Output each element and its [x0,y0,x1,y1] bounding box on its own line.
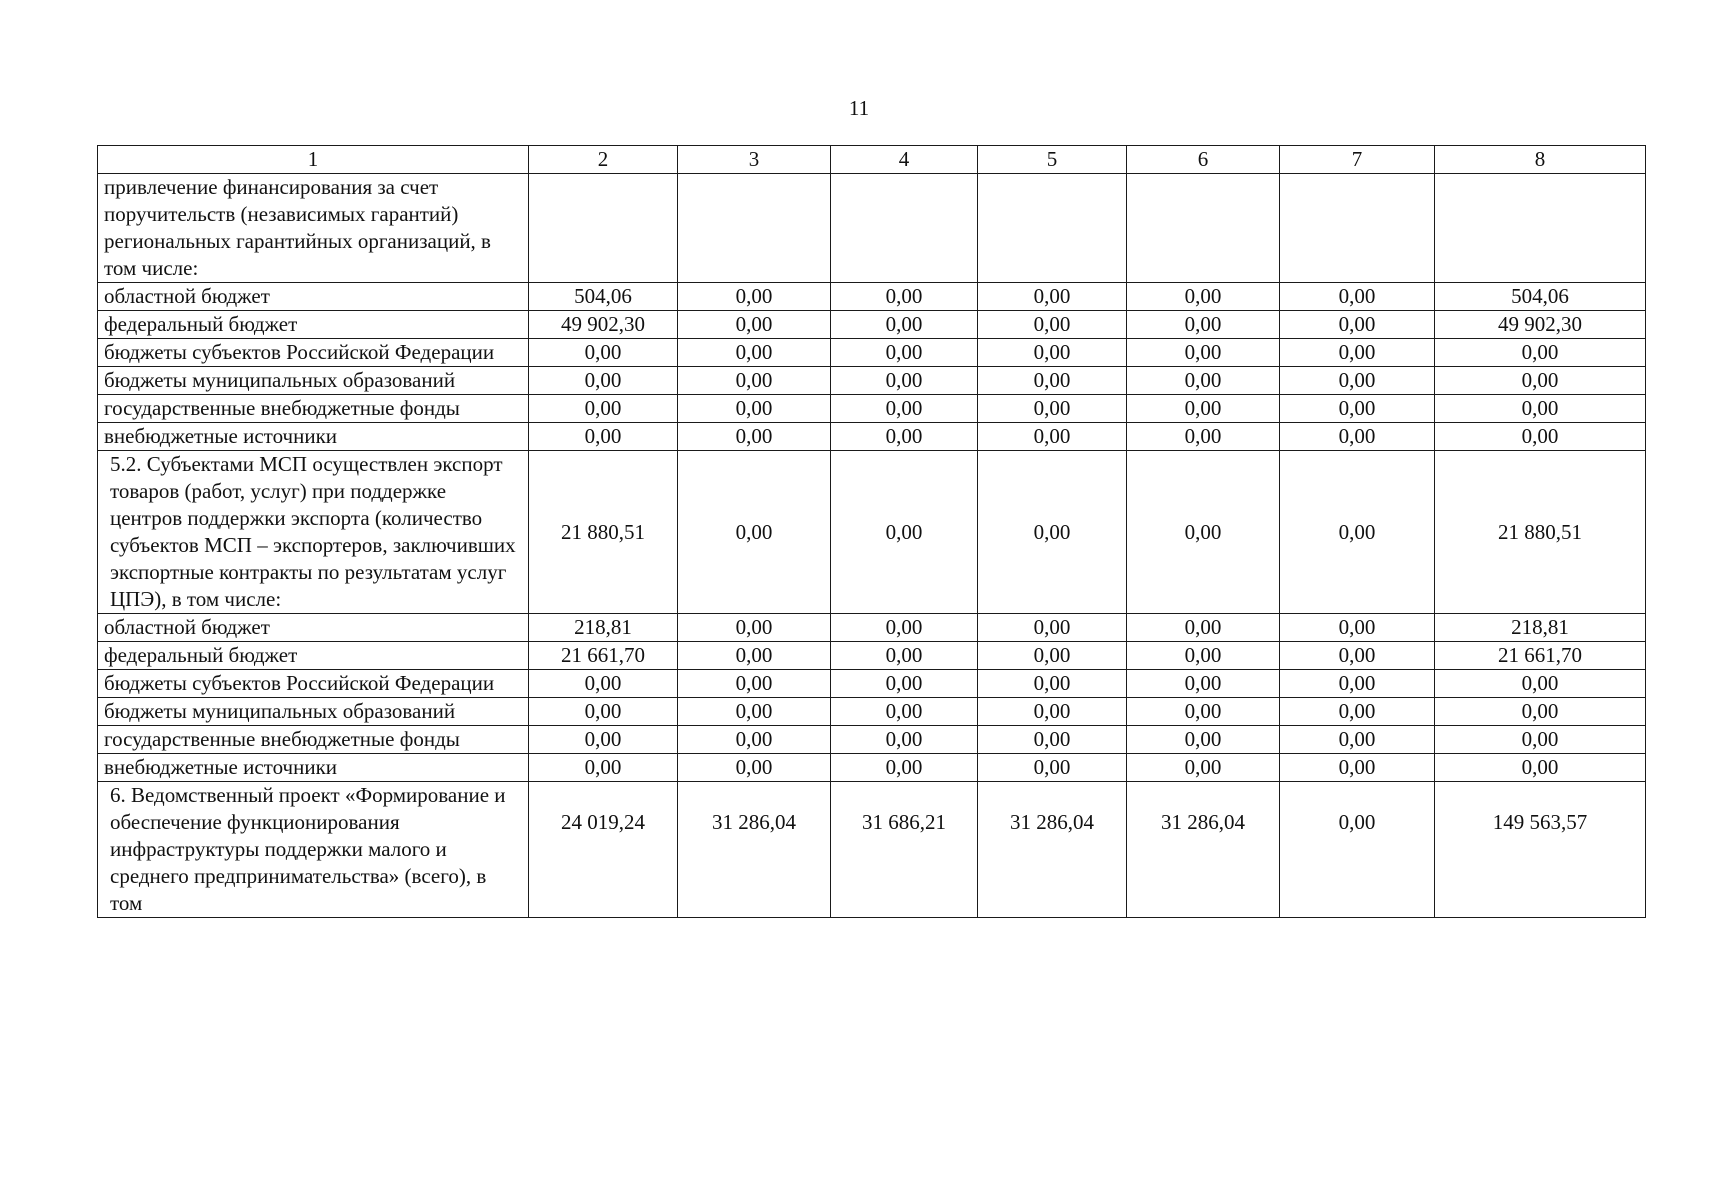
table-row [98,451,1646,614]
value-cell: 0,00 [831,698,978,726]
value-cell: 0,00 [678,698,831,726]
value-cell: 0,00 [678,311,831,339]
value-cell: 0,00 [1280,670,1435,698]
value-cell: 0,00 [831,283,978,311]
value-cell: 0,00 [978,283,1127,311]
value-cell: 0,00 [1280,423,1435,451]
value-cell: 0,00 [978,395,1127,423]
value-cell: 0,00 [978,642,1127,670]
column-header: 6 [1127,146,1280,174]
value-cell: 0,00 [1280,642,1435,670]
value-cell: 0,00 [1127,726,1280,754]
table-row [98,782,1646,918]
value-cell: 21 661,70 [1435,642,1646,670]
value-cell: 0,00 [1280,283,1435,311]
value-cell: 0,00 [1127,614,1280,642]
value-cell: 0,00 [1127,423,1280,451]
value-cell: 149 563,57 [1435,782,1646,918]
value-cell: 0,00 [1280,698,1435,726]
value-cell: 0,00 [978,698,1127,726]
row-label: бюджеты муниципальных образований [98,367,529,395]
table-row [98,174,1646,283]
value-cell: 0,00 [831,754,978,782]
value-cell: 0,00 [678,726,831,754]
value-cell: 504,06 [529,283,678,311]
value-cell: 31 286,04 [678,782,831,918]
table-row [98,726,1646,754]
value-cell: 218,81 [1435,614,1646,642]
row-label: бюджеты субъектов Российской Федерации [98,339,529,367]
value-cell: 0,00 [1280,339,1435,367]
value-cell: 0,00 [1280,614,1435,642]
row-label: 5.2. Субъектами МСП осуществлен экспорт товаров (работ, услуг) при поддержке центров поддержки экспорта (количество субъектов МСП – экспортеров, заключивших экспортные контракты по результатам услуг ЦПЭ), в том числе: [98,451,529,614]
value-cell: 0,00 [1435,754,1646,782]
value-cell: 0,00 [978,367,1127,395]
table-row [98,283,1646,311]
row-label: федеральный бюджет [98,311,529,339]
value-cell: 504,06 [1435,283,1646,311]
table-row [98,423,1646,451]
table-row [98,367,1646,395]
value-cell: 0,00 [1127,451,1280,614]
value-cell: 24 019,24 [529,782,678,918]
value-cell: 0,00 [1435,367,1646,395]
value-cell: 0,00 [529,726,678,754]
value-cell: 21 880,51 [1435,451,1646,614]
table-row [98,395,1646,423]
value-cell: 0,00 [1127,367,1280,395]
column-header: 7 [1280,146,1435,174]
table-row [98,339,1646,367]
value-cell: 0,00 [978,614,1127,642]
value-cell: 0,00 [1280,451,1435,614]
value-cell: 0,00 [529,670,678,698]
value-cell [678,174,831,283]
column-header: 3 [678,146,831,174]
value-cell: 0,00 [1280,782,1435,918]
value-cell: 0,00 [1435,726,1646,754]
value-cell: 0,00 [1435,395,1646,423]
row-label: внебюджетные источники [98,754,529,782]
value-cell [978,174,1127,283]
value-cell: 0,00 [678,395,831,423]
value-cell: 0,00 [978,311,1127,339]
value-cell [1435,174,1646,283]
value-cell: 31 286,04 [1127,782,1280,918]
column-header: 5 [978,146,1127,174]
column-header: 2 [529,146,678,174]
value-cell: 31 286,04 [978,782,1127,918]
value-cell: 0,00 [831,339,978,367]
row-label: 6. Ведомственный проект «Формирование и обеспечение функционирования инфраструктуры поддержки малого и среднего предпринимательства» (всего), в том [98,782,529,918]
value-cell: 0,00 [831,451,978,614]
row-label: областной бюджет [98,614,529,642]
value-cell: 0,00 [978,670,1127,698]
value-cell: 0,00 [1127,698,1280,726]
value-cell: 0,00 [678,423,831,451]
value-cell: 0,00 [1127,311,1280,339]
value-cell: 49 902,30 [1435,311,1646,339]
value-cell: 0,00 [529,367,678,395]
value-cell: 0,00 [678,614,831,642]
value-cell: 0,00 [1127,395,1280,423]
row-label: внебюджетные источники [98,423,529,451]
value-cell: 0,00 [978,451,1127,614]
row-label: государственные внебюджетные фонды [98,395,529,423]
value-cell: 0,00 [678,754,831,782]
table-row [98,614,1646,642]
value-cell: 0,00 [1435,670,1646,698]
value-cell: 21 661,70 [529,642,678,670]
value-cell: 0,00 [1127,642,1280,670]
value-cell: 0,00 [978,423,1127,451]
value-cell: 0,00 [529,423,678,451]
value-cell: 0,00 [1435,423,1646,451]
row-label: федеральный бюджет [98,642,529,670]
row-label: государственные внебюджетные фонды [98,726,529,754]
value-cell: 0,00 [1435,339,1646,367]
row-label: привлечение финансирования за счет поручительств (независимых гарантий) региональных гарантийных организаций, в том числе: [98,174,529,283]
value-cell: 0,00 [678,642,831,670]
value-cell: 0,00 [1127,754,1280,782]
value-cell: 0,00 [831,726,978,754]
value-cell [529,174,678,283]
value-cell: 0,00 [831,311,978,339]
value-cell: 0,00 [529,395,678,423]
table-row [98,642,1646,670]
value-cell: 0,00 [1435,698,1646,726]
table-row [98,754,1646,782]
table-header-row [98,146,1646,174]
row-label: бюджеты муниципальных образований [98,698,529,726]
value-cell: 0,00 [529,754,678,782]
value-cell: 0,00 [978,339,1127,367]
value-cell: 0,00 [831,395,978,423]
value-cell: 0,00 [831,367,978,395]
table-row [98,311,1646,339]
value-cell: 0,00 [831,423,978,451]
page-number: 11 [848,96,870,120]
value-cell: 0,00 [1280,395,1435,423]
value-cell: 0,00 [831,614,978,642]
value-cell: 0,00 [678,339,831,367]
value-cell: 0,00 [678,283,831,311]
table-row [98,670,1646,698]
value-cell: 0,00 [529,698,678,726]
column-header: 4 [831,146,978,174]
row-label: областной бюджет [98,283,529,311]
value-cell: 0,00 [831,642,978,670]
value-cell: 0,00 [978,726,1127,754]
value-cell: 0,00 [1280,367,1435,395]
value-cell: 0,00 [1127,283,1280,311]
value-cell: 0,00 [529,339,678,367]
value-cell: 0,00 [678,670,831,698]
column-header: 1 [98,146,529,174]
value-cell [1127,174,1280,283]
value-cell: 0,00 [1127,670,1280,698]
value-cell: 49 902,30 [529,311,678,339]
table-row [98,698,1646,726]
value-cell: 31 686,21 [831,782,978,918]
value-cell: 0,00 [1127,339,1280,367]
value-cell: 0,00 [831,670,978,698]
column-header: 8 [1435,146,1646,174]
value-cell: 0,00 [1280,311,1435,339]
value-cell: 0,00 [1280,754,1435,782]
row-label: бюджеты субъектов Российской Федерации [98,670,529,698]
value-cell [1280,174,1435,283]
value-cell: 0,00 [978,754,1127,782]
value-cell [831,174,978,283]
value-cell: 218,81 [529,614,678,642]
budget-table [97,145,1646,918]
value-cell: 21 880,51 [529,451,678,614]
value-cell: 0,00 [1280,726,1435,754]
value-cell: 0,00 [678,367,831,395]
value-cell: 0,00 [678,451,831,614]
